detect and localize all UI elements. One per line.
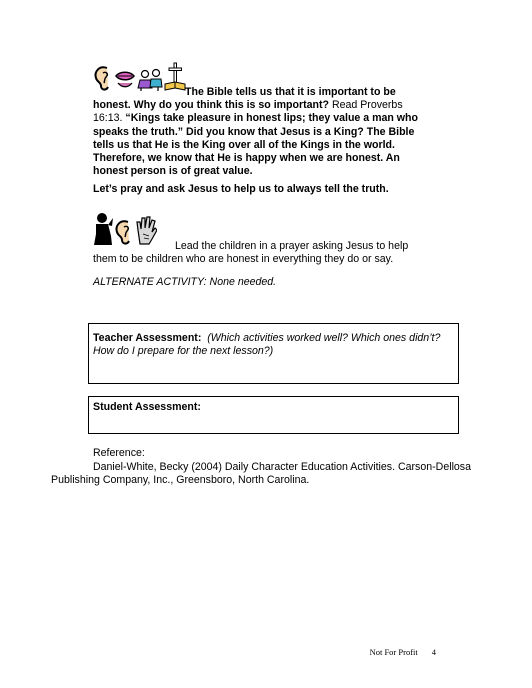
footer-note: Not For Profit [369, 647, 418, 657]
pray-line: Let’s pray and ask Jesus to help us to always tell the truth. [93, 183, 389, 195]
praying-child-icon [93, 212, 113, 246]
section1-quote: “Kings take pleasure in honest lips; they value a man who speaks the truth.” Did you know that Jesus is a King? The Bible tells us that He is the King over all of the Kings in the world. Therefore, we know that He is happy when we are honest. An honest person is of great value. [93, 112, 418, 178]
section2-icon-row [93, 212, 157, 246]
mouth-icon [114, 68, 136, 92]
alternate-activity: ALTERNATE ACTIVITY: None needed. [93, 276, 277, 288]
student-assessment-box [88, 396, 459, 434]
teacher-assessment-box [88, 323, 459, 384]
section1-body [93, 99, 423, 179]
teacher-assessment-label: Teacher Assessment: [93, 332, 202, 344]
student-assessment-label: Student Assessment: [93, 401, 201, 413]
section2-lead: Lead the children in a prayer asking Jesus to help [175, 240, 409, 252]
section1-icon-row [93, 62, 186, 92]
hand-icon [135, 216, 157, 246]
ear-icon [93, 64, 113, 92]
page-footer [370, 647, 436, 657]
teacher-assessment-prompt: (Which activities worked well? Which ones didn’t? How do I prepare for the next lesson?) [93, 332, 441, 357]
section1-line2: honest. Why do you think this is so important? [93, 99, 330, 111]
page-number: 4 [431, 647, 436, 657]
section1-lead: The Bible tells us that it is important to be [185, 86, 396, 98]
section2-rest: them to be children who are honest in everything they do or say. [93, 253, 394, 265]
reference-citation: Daniel-White, Becky (2004) Daily Character Education Activities. Carson-Dellosa Publishing Company, Inc., Greensboro, North Carolina. [51, 461, 471, 487]
section1-line3-normal: 16:13. [93, 112, 123, 125]
section1-line2-normal: Read Proverbs [329, 99, 403, 111]
ear-icon-2 [114, 218, 134, 246]
children-icon [137, 68, 163, 92]
bible-cross-icon [164, 62, 186, 92]
reference-heading: Reference: [93, 447, 145, 459]
